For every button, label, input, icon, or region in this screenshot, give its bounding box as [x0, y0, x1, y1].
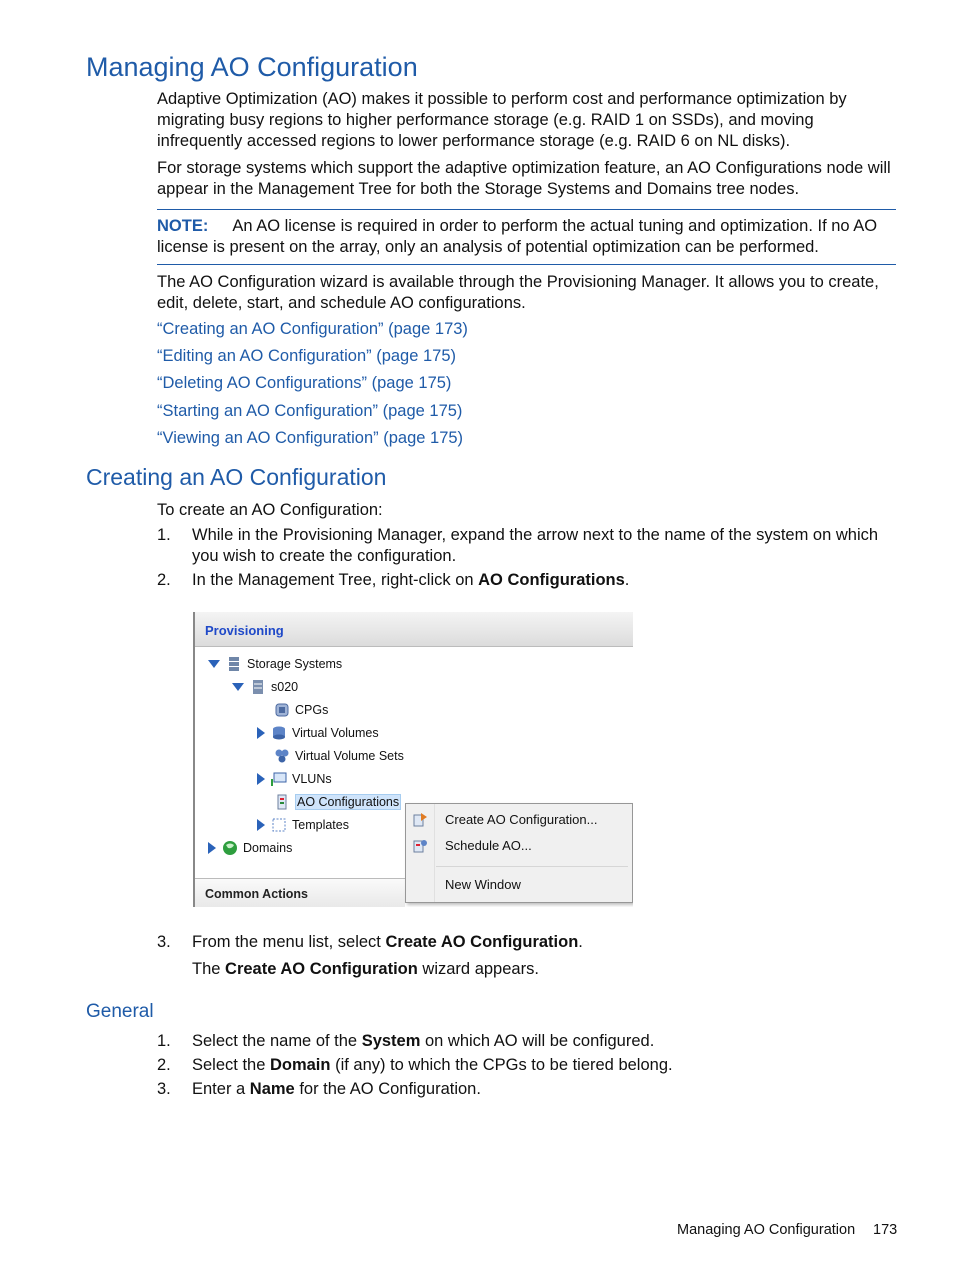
tree-item-s020[interactable]: s020	[232, 677, 298, 697]
common-actions-title: Common Actions	[205, 887, 309, 901]
provisioning-screenshot	[193, 612, 633, 907]
link-creating-ao[interactable]: “Creating an AO Configuration” (page 173)	[157, 320, 468, 338]
footer-section-title: Managing AO Configuration	[677, 1222, 856, 1238]
collapsed-arrow-icon[interactable]	[257, 819, 265, 831]
menu-item-create-ao[interactable]: Create AO Configuration...	[406, 808, 632, 832]
step-1	[157, 525, 897, 567]
menu-item-schedule-ao[interactable]: Schedule AO...	[406, 834, 632, 858]
tree-item-domains[interactable]: Domains	[208, 838, 292, 858]
step-number: 3.	[157, 1080, 171, 1098]
intro-paragraph-2: For storage systems which support the adaptive optimization feature, an AO Configurations node will appear in the Management Tree for both the Storage Systems and Domains tree nodes.	[157, 159, 891, 198]
step-2	[157, 570, 897, 591]
vluns-icon	[271, 771, 287, 787]
common-actions-panel	[195, 878, 405, 907]
tree-item-vluns[interactable]: VLUNs	[257, 769, 332, 789]
section-heading-creating: Creating an AO Configuration	[86, 464, 387, 490]
tree-item-storage-systems[interactable]: Storage Systems	[208, 654, 342, 674]
context-menu	[405, 803, 633, 903]
tree-item-ao-configurations[interactable]	[274, 792, 401, 812]
collapsed-arrow-icon[interactable]	[208, 842, 216, 854]
step-text: From the menu list, select Create AO Configuration.	[192, 933, 583, 951]
section-heading-general: General	[86, 1001, 154, 1022]
virtual-volumes-icon	[271, 725, 287, 741]
expand-arrow-icon[interactable]	[232, 683, 244, 691]
create-intro: To create an AO Configuration:	[157, 501, 383, 519]
intro-paragraph-3: The AO Configuration wizard is available through the Provisioning Manager. It allows you to create, edit, delete, start, and schedule AO configurations.	[157, 273, 879, 312]
storage-systems-icon	[226, 656, 242, 672]
step-text: In the Management Tree, right-click on AO Configurations.	[192, 571, 630, 589]
tree-item-cpgs[interactable]: CPGs	[274, 700, 328, 720]
ao-configurations-icon	[274, 794, 290, 810]
general-step-3	[157, 1079, 897, 1100]
step-number: 2.	[157, 1056, 171, 1074]
virtual-volume-sets-icon	[274, 748, 290, 764]
intro-paragraph-1: Adaptive Optimization (AO) makes it possible to perform cost and performance optimization by migrating busy regions to higher performance storage (e.g. RAID 1 on SSDs), and moving infrequently accessed regions to lower performance storage (e.g. RAID 6 on NL disks).	[157, 90, 847, 150]
step-3	[157, 932, 897, 953]
step-text: Enter a Name for the AO Configuration.	[192, 1080, 481, 1098]
tree-item-virtual-volume-sets[interactable]: Virtual Volume Sets	[274, 746, 404, 766]
link-deleting-ao[interactable]: “Deleting AO Configurations” (page 175)	[157, 374, 452, 392]
link-starting-ao[interactable]: “Starting an AO Configuration” (page 175)	[157, 402, 463, 420]
step-text: Select the Domain (if any) to which the CPGs to be tiered belong.	[192, 1056, 673, 1074]
general-step-2	[157, 1055, 897, 1076]
provisioning-header	[195, 612, 633, 647]
cpg-icon	[274, 702, 290, 718]
page-title: Managing AO Configuration	[86, 52, 418, 82]
step-number: 2.	[157, 571, 171, 589]
tree-item-virtual-volumes[interactable]: Virtual Volumes	[257, 723, 379, 743]
schedule-ao-icon	[412, 838, 428, 854]
footer-page-number: 173	[873, 1222, 898, 1238]
storage-system-icon	[250, 679, 266, 695]
ao-configurations-label: AO Configurations	[297, 795, 400, 809]
templates-icon	[271, 817, 287, 833]
tree-item-templates[interactable]: Templates	[257, 815, 349, 835]
note-text: An AO license is required in order to perform the actual tuning and optimization. If no AO license is present on the array, only an analysis of potential optimization can be performed.	[157, 217, 878, 256]
link-viewing-ao[interactable]: “Viewing an AO Configuration” (page 175)	[157, 429, 464, 447]
expand-arrow-icon[interactable]	[208, 660, 220, 668]
menu-separator	[436, 866, 628, 867]
provisioning-title: Provisioning	[205, 623, 284, 638]
domains-globe-icon	[222, 840, 238, 856]
collapsed-arrow-icon[interactable]	[257, 773, 265, 785]
general-step-1	[157, 1031, 897, 1052]
link-editing-ao[interactable]: “Editing an AO Configuration” (page 175)	[157, 347, 457, 365]
note-box	[157, 209, 896, 265]
step-text: While in the Provisioning Manager, expand the arrow next to the name of the system on which you wish to create the configuration.	[192, 526, 879, 565]
step-number: 1.	[157, 526, 171, 544]
create-ao-icon	[412, 812, 428, 828]
collapsed-arrow-icon[interactable]	[257, 727, 265, 739]
menu-item-new-window[interactable]: New Window	[445, 877, 521, 892]
step-number: 1.	[157, 1032, 171, 1050]
step-number: 3.	[157, 933, 171, 951]
note-label: NOTE:	[157, 217, 209, 235]
step-text: Select the name of the System on which AO will be configured.	[192, 1032, 655, 1050]
step-3-result: The Create AO Configuration wizard appears.	[192, 960, 539, 978]
